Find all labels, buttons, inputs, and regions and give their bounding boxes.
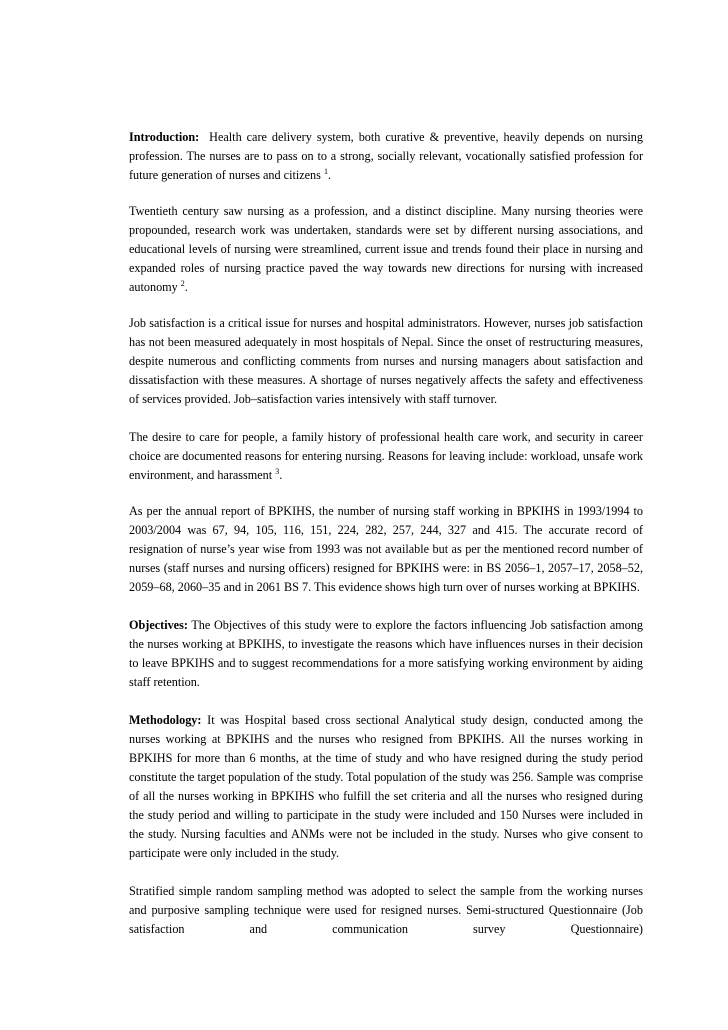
desire-to-care-paragraph bbox=[129, 428, 643, 485]
introduction-paragraph bbox=[129, 128, 643, 185]
twentieth-century-end: . bbox=[184, 280, 188, 294]
annual-report-paragraph: As per the annual report of BPKIHS, the number of nursing staff working in BPKIHS in 1993/1994 to 2003/2004 was 67, 94, 105, 116, 151, 224, 282, 257, 244, 327 and 415. The accurate record of resignation of nurse’s year wise from 1993 was not available but as per the mentioned record number of nurses (staff nurses and nursing officers) resigned for BPKIHS were: in BS 2056–1, 2057–17, 2058–52, 2059–68, 2060–35 and in 2061 BS 7. This evidence shows high turn over of nurses working at BPKIHS. bbox=[129, 504, 643, 594]
methodology-heading: Methodology: bbox=[129, 713, 202, 727]
sampling-paragraph: Stratified simple random sampling method was adopted to select the sample from the working nurses and purposive sampling technique were used for resigned nurses. Semi-structured Questionnaire (Job satisfaction and communication survey Questionnaire) bbox=[129, 884, 643, 936]
desire-to-care-end: . bbox=[279, 468, 283, 482]
introduction-text: Health care delivery system, both curative & preventive, heavily depends on nursing profession. The nurses are to pass on to a strong, socially relevant, vocationally satisfied profession for future generation of nurses and citizens bbox=[129, 130, 643, 182]
reference-1: 1 bbox=[323, 167, 328, 176]
twentieth-century-paragraph bbox=[129, 202, 643, 297]
job-satisfaction-paragraph: Job satisfaction is a critical issue for nurses and hospital administrators. However, nurses job satisfaction has not been measured adequately in most hospitals of Nepal. Since the onset of restructuring measures, despite numerous and conflicting comments from nurses and nursing managers about satisfaction and dissatisfaction with these measures. A shortage of nurses negatively affects the safety and effectiveness of services provided. Job–satisfaction varies intensively with staff turnover. bbox=[129, 316, 643, 406]
objectives-text: The Objectives of this study were to explore the factors influencing Job satisfaction among the nurses working at BPKIHS, to investigate the reasons which have influences nurses in their decision to leave BPKIHS and to suggest recommendations for a more satisfying working environment by aiding staff retention. bbox=[129, 618, 644, 689]
introduction-heading: Introduction: bbox=[129, 130, 200, 144]
objectives-heading: Objectives: bbox=[129, 618, 188, 632]
document-body bbox=[129, 128, 643, 939]
objectives-paragraph bbox=[129, 616, 643, 692]
methodology-text: It was Hospital based cross sectional Analytical study design, conducted among the nurses working at BPKIHS and the nurses who resigned from BPKIHS. All the nurses working in BPKIHS for more than 6 months, at the time of study and who have resigned during the study period constitute the target population of the study. Total population of the study was 256. Sample was comprise of all the nurses working in BPKIHS who fulfill the set criteria and all the nurses who resigned during the study period and willing to participate in the study were included and 150 Nurses were included in the study. Nursing faculties and ANMs were not be included in the study. Nurses who give consent to participate were only included in the study. bbox=[129, 713, 643, 860]
introduction-end: . bbox=[327, 168, 331, 182]
desire-to-care-text: The desire to care for people, a family history of professional health care work, and security in career choice are documented reasons for entering nursing. Reasons for leaving include: workload, unsafe work environment, and harassment bbox=[129, 430, 643, 482]
reference-2: 2 bbox=[180, 279, 185, 288]
reference-3: 3 bbox=[275, 467, 280, 476]
twentieth-century-text: Twentieth century saw nursing as a profession, and a distinct discipline. Many nursing theories were propounded, research work was undertaken, standards were set by different nursing associations, and educational levels of nursing were streamlined, current issue and trends found their place in nursing and expanded roles of nursing practice paved the way towards new directions for nursing with increased autonomy bbox=[129, 204, 643, 294]
methodology-paragraph bbox=[129, 711, 643, 863]
